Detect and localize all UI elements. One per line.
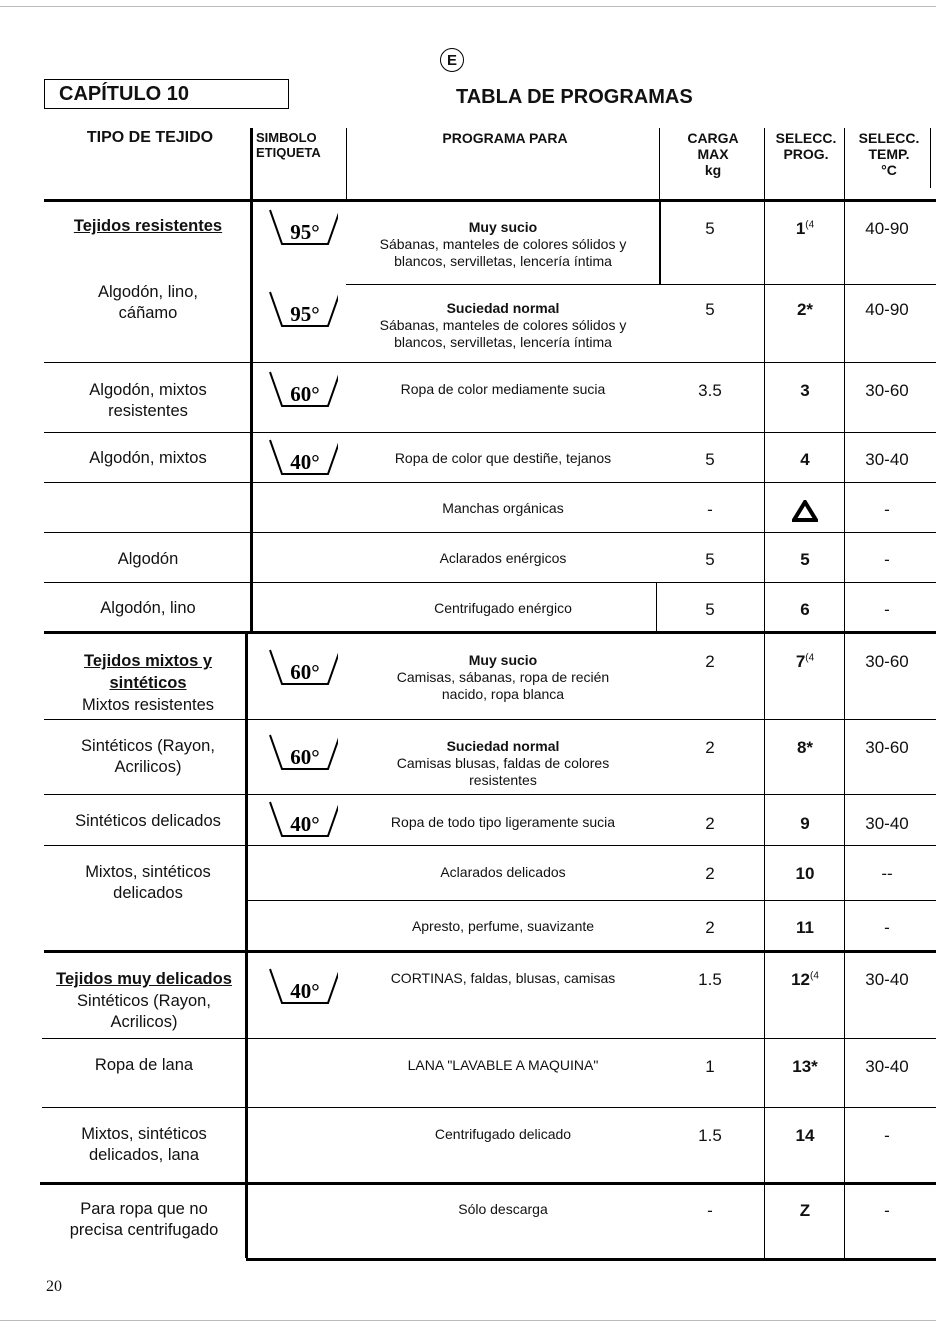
program-selector-value xyxy=(770,550,840,570)
page-title: TABLA DE PROGRAMAS xyxy=(456,86,693,108)
rule xyxy=(44,582,936,583)
temperature-range: 30-40 xyxy=(865,814,909,833)
rule xyxy=(44,482,936,483)
divider xyxy=(844,128,845,1258)
program-number: Z xyxy=(799,1201,811,1220)
svg-text:95°: 95° xyxy=(290,302,320,326)
program-text: Aclarados enérgicos xyxy=(439,550,567,566)
program-text: Centrifugado delicado xyxy=(434,1126,572,1142)
program-description xyxy=(350,500,656,517)
max-load-value: 5 xyxy=(705,300,715,319)
program-text: Manchas orgánicas xyxy=(442,500,564,516)
program-selector-value xyxy=(770,1201,840,1221)
program-soil-level: Suciedad normal xyxy=(446,738,560,754)
max-load-value: 1.5 xyxy=(698,1126,722,1145)
group-very-delicate: Tejidos muy delicados xyxy=(56,970,232,988)
program-description xyxy=(350,1201,656,1218)
temperature-range: 40-90 xyxy=(865,300,909,319)
fabric-synthetics-rayon-2: Sintéticos (Rayon, Acrilicos) xyxy=(77,992,211,1031)
program-number: 2* xyxy=(796,300,814,319)
program-number: 11 xyxy=(796,918,814,937)
program-selector-value xyxy=(770,450,840,470)
program-selector-value xyxy=(770,381,840,401)
fabric-no-spin: Para ropa que no precisa centrifugado xyxy=(69,1200,219,1239)
max-load-value: 2 xyxy=(705,814,715,833)
group-resistant-fabrics: Tejidos resistentes xyxy=(73,217,223,235)
program-text: Ropa de todo tipo ligeramente sucia xyxy=(390,814,616,830)
program-text: Sábanas, manteles de colores sólidos y blancos, servilletas, lencería íntima xyxy=(379,236,627,269)
max-load-value: 5 xyxy=(705,219,715,238)
program-description xyxy=(350,864,656,881)
rule xyxy=(44,532,936,533)
header-temp-selector: SELECC. TEMP. °C xyxy=(858,130,920,178)
divider xyxy=(659,128,660,200)
divider xyxy=(346,128,347,200)
temperature-range: - xyxy=(884,1126,890,1145)
max-load-value: 2 xyxy=(705,918,715,937)
temperature-range: 30-60 xyxy=(865,652,909,671)
fabric-synthetics-rayon: Sintéticos (Rayon, Acrilicos) xyxy=(81,737,215,776)
program-number: 5 xyxy=(800,550,810,569)
rule xyxy=(44,631,936,634)
max-load-value: - xyxy=(707,1201,713,1220)
wash-tub-icon xyxy=(268,648,338,686)
wash-tub-icon xyxy=(268,438,338,476)
temperature-range: - xyxy=(884,1201,890,1220)
divider xyxy=(764,128,765,1258)
chapter-title: CAPÍTULO 10 xyxy=(44,79,289,109)
program-text: Centrifugado enérgico xyxy=(434,600,572,616)
program-number: 4 xyxy=(800,450,810,469)
program-description xyxy=(350,970,656,987)
max-load-value: 2 xyxy=(705,652,715,671)
program-text: Aclarados delicados xyxy=(440,864,566,880)
svg-text:40°: 40° xyxy=(290,979,320,1003)
program-description xyxy=(350,1126,656,1143)
program-description xyxy=(350,300,656,351)
program-soil-level: Muy sucio xyxy=(468,652,538,668)
fabric-cotton-linen-hemp: Algodón, lino, cáñamo xyxy=(98,283,198,322)
program-selector-value xyxy=(770,814,840,834)
program-number: 8* xyxy=(796,738,814,757)
rule xyxy=(346,284,936,285)
program-selector-value xyxy=(770,600,840,620)
scan-edge-top xyxy=(0,6,936,7)
rule xyxy=(44,719,936,720)
max-load-value: 3.5 xyxy=(698,381,722,400)
footnote-ref: (4 xyxy=(805,219,815,231)
program-text: Ropa de color que destiñe, tejanos xyxy=(394,450,612,466)
program-text: CORTINAS, faldas, blusas, camisas xyxy=(390,970,616,986)
header-program-selector: SELECC. PROG. xyxy=(775,130,837,162)
fabric-mixed-synthetic-wool: Mixtos, sintéticos delicados, lana xyxy=(81,1125,207,1164)
program-selector-value xyxy=(770,864,840,884)
rule xyxy=(44,950,936,953)
program-selector-value xyxy=(770,738,840,758)
fabric-delicate-synthetics: Sintéticos delicados xyxy=(75,812,221,830)
wash-tub-icon xyxy=(268,290,338,328)
temperature-range: -- xyxy=(881,864,893,883)
rule xyxy=(247,900,936,901)
program-text: Sábanas, manteles de colores sólidos y blancos, servilletas, lencería íntima xyxy=(379,317,627,350)
fabric-cotton-linen: Algodón, lino xyxy=(100,599,196,617)
max-load-value: 2 xyxy=(705,864,715,883)
header-label-symbol: SIMBOLO ETIQUETA xyxy=(256,130,321,160)
rule xyxy=(40,1182,936,1185)
program-description xyxy=(350,450,656,467)
program-description xyxy=(350,918,656,935)
divider xyxy=(245,633,248,1258)
header-fabric-type: TIPO DE TEJIDO xyxy=(86,129,214,146)
group-mixed-synthetic-line2: sintéticos xyxy=(109,674,187,692)
max-load-value: 1 xyxy=(705,1057,715,1076)
program-description xyxy=(350,738,656,789)
temperature-range: - xyxy=(884,918,890,937)
max-load-value: - xyxy=(707,500,713,519)
page-number: 20 xyxy=(46,1278,62,1295)
fabric-cotton-mixed-resistant: Algodón, mixtos resistentes xyxy=(89,381,207,420)
program-text: Ropa de color mediamente sucia xyxy=(400,381,606,397)
svg-text:40°: 40° xyxy=(290,812,320,836)
fabric-cotton-mixed: Algodón, mixtos xyxy=(89,449,207,467)
program-selector-value xyxy=(770,219,840,239)
divider xyxy=(930,128,931,188)
rule xyxy=(44,199,936,202)
program-selector-value xyxy=(770,1057,840,1077)
program-soil-level: Muy sucio xyxy=(468,219,538,235)
svg-text:60°: 60° xyxy=(290,660,320,684)
temperature-range: - xyxy=(884,600,890,619)
program-description xyxy=(350,550,656,567)
program-text: Apresto, perfume, suavizante xyxy=(411,918,595,934)
temperature-range: - xyxy=(884,500,890,519)
svg-text:60°: 60° xyxy=(290,382,320,406)
fabric-mixed-synthetic-delicate: Mixtos, sintéticos delicados xyxy=(85,863,211,902)
max-load-value: 2 xyxy=(705,738,715,757)
program-number: 7 xyxy=(795,652,806,671)
program-soil-level: Suciedad normal xyxy=(446,300,560,316)
program-description xyxy=(350,652,656,703)
rule xyxy=(44,362,936,363)
program-text: Camisas, sábanas, ropa de recién nacido, ropa blanca xyxy=(396,669,610,702)
scan-edge-bottom xyxy=(0,1320,936,1321)
program-number: 9 xyxy=(800,814,810,833)
program-selector-value xyxy=(770,300,840,320)
temperature-range: 30-40 xyxy=(865,1057,909,1076)
temperature-range: - xyxy=(884,550,890,569)
svg-text:95°: 95° xyxy=(290,220,320,244)
rule xyxy=(44,845,936,846)
program-number: 10 xyxy=(795,864,815,883)
program-number: 3 xyxy=(800,381,810,400)
program-selector-value xyxy=(770,652,840,672)
program-number: 1 xyxy=(795,219,806,238)
program-description xyxy=(350,1057,656,1074)
temperature-range: 40-90 xyxy=(865,219,909,238)
program-description xyxy=(350,381,656,398)
program-description xyxy=(350,219,656,270)
footnote-ref: (4 xyxy=(810,970,819,982)
program-number: 14 xyxy=(795,1126,815,1145)
program-text: Sólo descarga xyxy=(458,1201,548,1217)
rule xyxy=(42,1107,936,1108)
max-load-value: 5 xyxy=(705,450,715,469)
program-selector-value xyxy=(770,970,840,990)
program-text: LANA "LAVABLE A MAQUINA" xyxy=(407,1057,599,1073)
temperature-range: 30-40 xyxy=(865,450,909,469)
rule xyxy=(246,1258,936,1261)
divider xyxy=(250,128,253,633)
wash-tub-icon xyxy=(268,800,338,838)
temperature-range: 30-60 xyxy=(865,381,909,400)
svg-text:40°: 40° xyxy=(290,450,320,474)
wash-tub-icon xyxy=(268,733,338,771)
fabric-mixed-resistant: Mixtos resistentes xyxy=(81,696,215,714)
temperature-range: 30-60 xyxy=(865,738,909,757)
program-number: 13* xyxy=(792,1057,818,1076)
header-max-load: CARGA MAX kg xyxy=(687,130,739,178)
rule xyxy=(44,432,936,433)
divider xyxy=(659,200,661,285)
fabric-wool: Ropa de lana xyxy=(94,1056,194,1074)
temperature-range: 30-40 xyxy=(865,970,909,989)
wash-tub-icon xyxy=(268,370,338,408)
program-description xyxy=(350,814,656,831)
program-number: 12 xyxy=(791,970,810,989)
program-text: Camisas blusas, faldas de colores resistentes xyxy=(396,755,610,788)
fabric-cotton: Algodón xyxy=(117,550,179,568)
max-load-value: 1.5 xyxy=(698,970,722,989)
max-load-value: 5 xyxy=(705,550,715,569)
stain-triangle-icon xyxy=(792,500,818,522)
language-badge: E xyxy=(440,48,464,72)
program-selector-value xyxy=(770,1126,840,1146)
wash-tub-icon xyxy=(268,967,338,1005)
svg-text:60°: 60° xyxy=(290,745,320,769)
wash-tub-icon xyxy=(268,208,338,246)
header-program: PROGRAMA PARA xyxy=(442,130,568,146)
program-number: 6 xyxy=(800,600,810,619)
rule xyxy=(44,794,936,795)
rule xyxy=(42,1038,936,1039)
max-load-value: 5 xyxy=(705,600,715,619)
program-selector-value xyxy=(770,500,840,527)
group-mixed-synthetic-line1: Tejidos mixtos y xyxy=(83,652,213,670)
program-selector-value xyxy=(770,918,840,938)
divider xyxy=(656,583,657,633)
program-description xyxy=(350,600,656,617)
footnote-ref: (4 xyxy=(805,652,815,664)
